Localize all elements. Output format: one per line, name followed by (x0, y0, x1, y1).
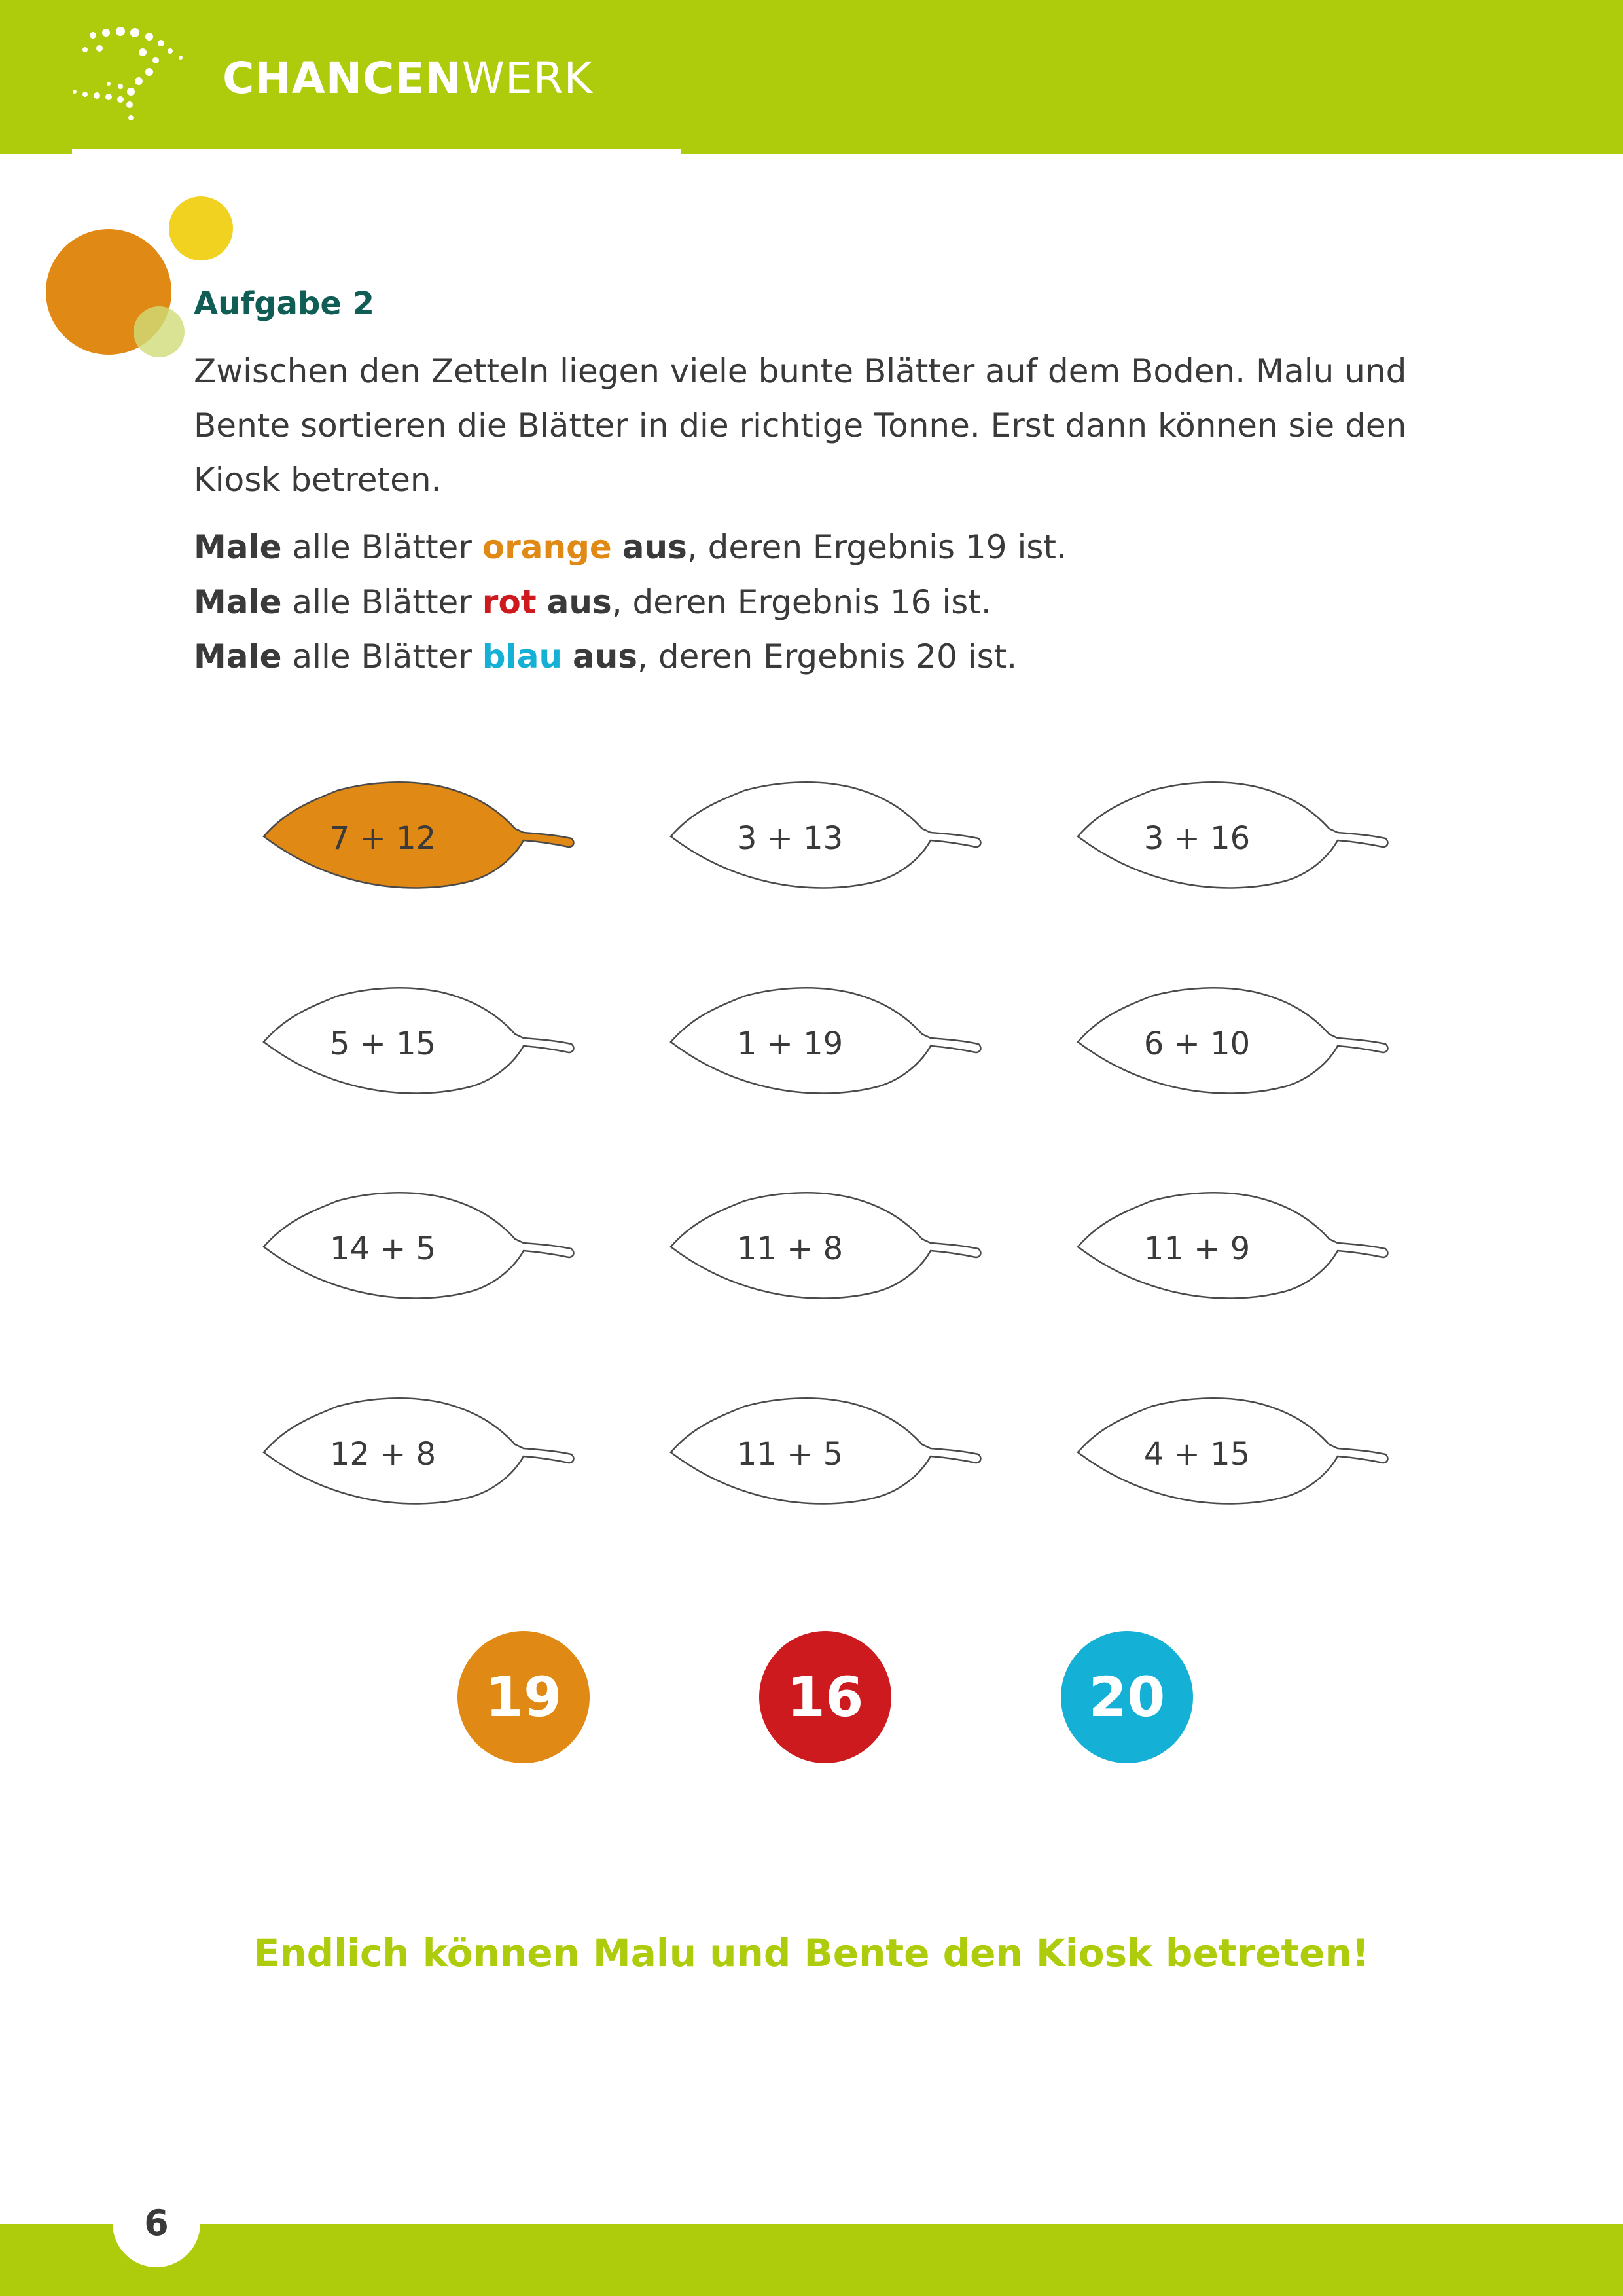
result-circle-blue: 20 (1061, 1631, 1193, 1763)
decor-yellow-circle (169, 196, 233, 260)
leaf-8[interactable] (666, 1187, 993, 1311)
page-number: 6 (113, 2179, 200, 2267)
leaf-equation: 14 + 5 (329, 1230, 437, 1267)
header-bar (0, 0, 1623, 154)
leaf-11[interactable] (666, 1392, 993, 1516)
task-title: Aufgabe 2 (194, 285, 374, 322)
leaf-10[interactable] (259, 1392, 586, 1516)
leaf-equation: 3 + 13 (736, 820, 844, 857)
leaf-2[interactable] (666, 776, 993, 901)
leaf-9[interactable] (1073, 1187, 1400, 1311)
task-intro: Zwischen den Zetteln liegen viele bunte Blätter auf dem Boden. Malu und Bente sortieren die Blätter in die richtige Tonne. Erst dann können sie den Kiosk betreten. (194, 352, 1407, 499)
leaf-5[interactable] (666, 982, 993, 1106)
instruction-red: Male alle Blätter rot aus, deren Ergebnis 16 ist. (194, 583, 991, 621)
footer-bar (0, 2224, 1623, 2296)
leaf-equation: 12 + 8 (329, 1436, 437, 1473)
leaf-3[interactable] (1073, 776, 1400, 901)
chancenwerk-logo-icon (65, 26, 203, 131)
leaf-4[interactable] (259, 982, 586, 1106)
brand-name: CHANCENWERK (223, 53, 593, 103)
leaf-12[interactable] (1073, 1392, 1400, 1516)
leaf-equation: 7 + 12 (329, 820, 437, 857)
leaf-7[interactable] (259, 1187, 586, 1311)
leaf-equation: 3 + 16 (1143, 820, 1251, 857)
decor-green-circle (134, 306, 185, 357)
instruction-orange: Male alle Blätter orange aus, deren Ergebnis 19 ist. (194, 528, 1067, 566)
leaf-equation: 5 + 15 (329, 1026, 437, 1062)
leaf-equation: 11 + 9 (1143, 1230, 1251, 1267)
leaf-1[interactable] (259, 776, 586, 901)
leaf-equation: 1 + 19 (736, 1026, 844, 1062)
instruction-blue: Male alle Blätter blau aus, deren Ergebnis 20 ist. (194, 637, 1018, 675)
leaf-equation: 6 + 10 (1143, 1026, 1251, 1062)
leaf-equation: 11 + 5 (736, 1436, 844, 1473)
header-divider (72, 149, 681, 154)
result-circle-orange: 19 (457, 1631, 590, 1763)
leaf-6[interactable] (1073, 982, 1400, 1106)
leaf-equation: 11 + 8 (736, 1230, 844, 1267)
leaf-equation: 4 + 15 (1143, 1436, 1251, 1473)
result-circle-red: 16 (759, 1631, 891, 1763)
closing-text: Endlich können Malu und Bente den Kiosk betreten! (253, 1931, 1370, 1975)
